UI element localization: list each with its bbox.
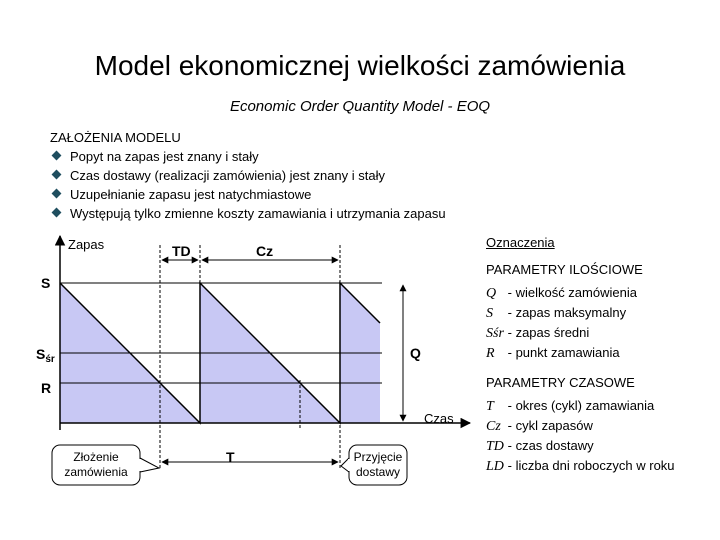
callout-delivery	[341, 445, 407, 485]
callout-delivery-line-2: dostawy	[355, 465, 401, 479]
label-R: R	[41, 380, 52, 396]
assumption-item: Uzupełnianie zapasu jest natychmiastowe	[50, 185, 446, 204]
legend-row-R: R - punkt zamawiania	[486, 345, 620, 361]
y-axis-label: Zapas	[68, 237, 105, 252]
legend-row-Cz: Cz - cykl zapasów	[486, 418, 593, 434]
x-axis-label: Czas	[424, 411, 454, 426]
label-T: T	[226, 449, 235, 465]
assumption-item: Czas dostawy (realizacji zamówienia) jest znany i stały	[50, 166, 446, 185]
label-S: S	[41, 275, 51, 291]
label-Ssr: $S_{śr}$	[36, 346, 55, 365]
legend-row-TD: TD - czas dostawy	[486, 438, 594, 454]
legend-row-Q: Q - wielkość zamówienia	[486, 285, 637, 301]
callout-delivery-line-1: Przyjęcie	[353, 450, 403, 464]
callout-order	[52, 445, 159, 485]
label-Cz: Cz	[256, 243, 274, 259]
legend-heading: Oznaczenia	[486, 235, 555, 250]
assumptions-heading: ZAŁOŻENIA MODELU	[50, 130, 181, 145]
legend-row-S: S - zapas maksymalny	[486, 305, 627, 321]
callout-order-line-1: Złożenie	[73, 450, 119, 464]
time-params-heading: PARAMETRY CZASOWE	[486, 375, 635, 390]
callout-order-line-2: zamówienia	[64, 465, 128, 479]
legend-panel	[486, 235, 675, 476]
quantity-params-heading: PARAMETRY ILOŚCIOWE	[486, 262, 643, 277]
label-TD: TD	[172, 243, 191, 259]
assumption-item: Występują tylko zmienne koszty zamawiania i utrzymania zapasu	[50, 204, 446, 223]
legend-row-Ssr: Sśr - zapas średni	[486, 325, 590, 341]
assumption-item: Popyt na zapas jest znany i stały	[50, 147, 446, 166]
page-title: Model ekonomicznej wielkości zamówienia	[94, 50, 626, 81]
page-subtitle: Economic Order Quantity Model - EOQ	[229, 98, 491, 115]
label-Q: Q	[410, 345, 421, 361]
legend-row-LD: LD - liczba dni roboczych w roku	[486, 458, 675, 474]
legend-row-T: T - okres (cykl) zamawiania	[486, 398, 655, 414]
